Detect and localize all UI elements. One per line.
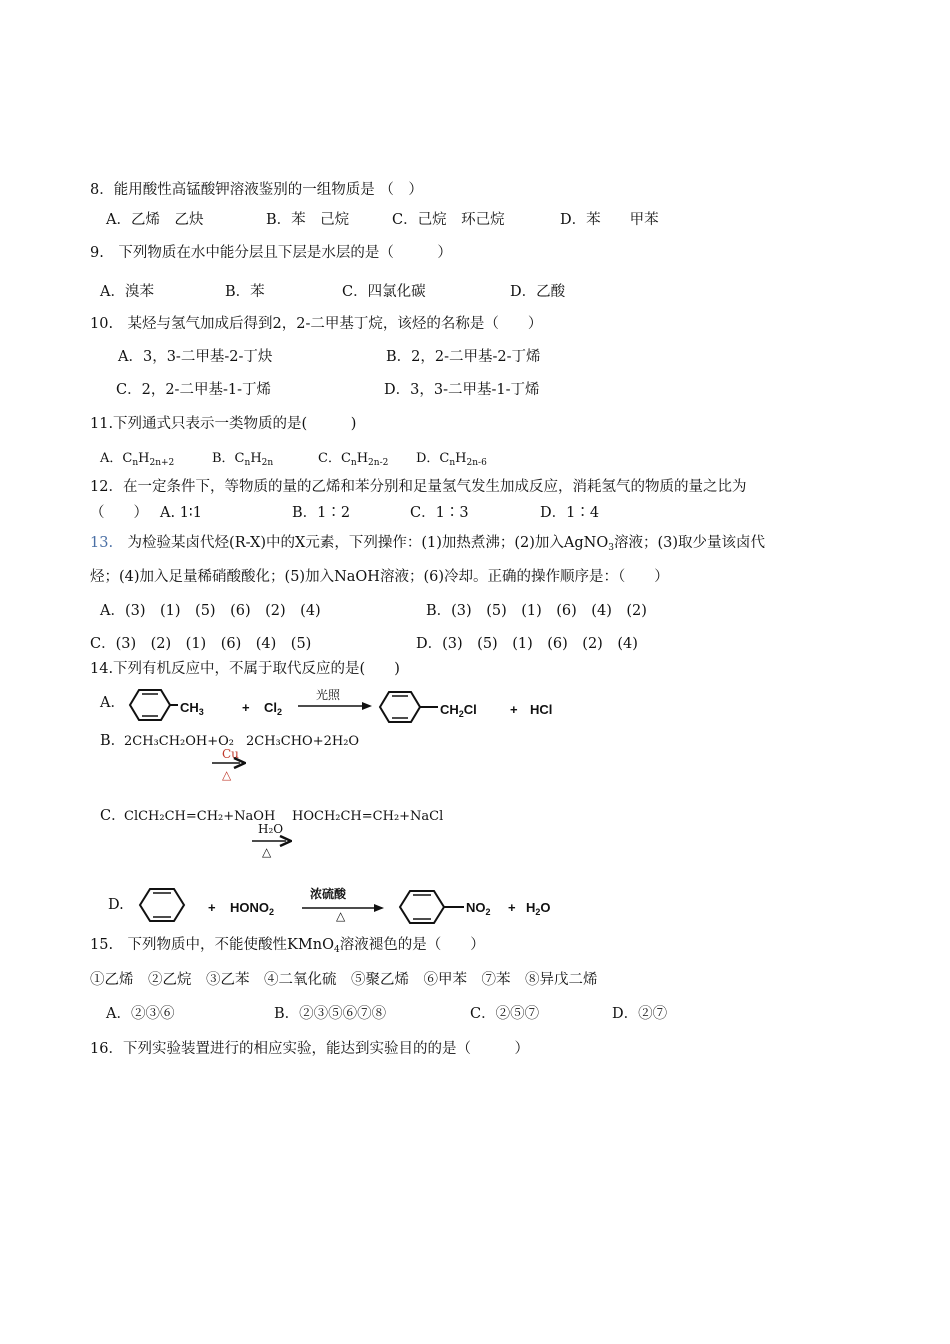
q14b-catalyst: Cu [222, 747, 239, 761]
q14a-methyl: $CH_3$ [180, 700, 204, 717]
q14-stem: 14.下列有机反应中，不属于取代反应的是( ) [90, 661, 400, 677]
q14c-heat-icon: △ [262, 845, 272, 859]
reaction-arrow-icon [252, 835, 292, 847]
q9-option-c: C．四氯化碳 [342, 284, 426, 300]
q11-option-d: D．$C_nH_{2n-6}$ [416, 451, 487, 468]
q14b-products: 2CH₃CHO+2H₂O [246, 734, 360, 749]
q12-option-a: A. 1∶1 [160, 505, 202, 521]
q14d-plus1: + [208, 900, 216, 915]
benzene-ring-icon [134, 884, 190, 926]
q14d-plus2: + [508, 900, 516, 915]
q16-stem: 16．下列实验装置进行的相应实验，能达到实验目的的是（ ） [90, 1041, 529, 1057]
q8-option-a: A．乙烯 乙炔 [106, 212, 204, 228]
q9-option-d: D．乙酸 [510, 284, 566, 300]
benzene-ring-icon [372, 687, 438, 727]
q10-option-d: D．3，3-二甲基-1-丁烯 [384, 382, 540, 398]
q14c-products: HOCH₂CH=CH₂+NaCl [292, 809, 444, 824]
q12-stem: 12．在一定条件下，等物质的量的乙烯和苯分别和足量氢气发生加成反应，消耗氢气的物质的量之比为 [90, 479, 747, 495]
q15-stem: 15. 下列物质中，不能使酸性KMnO$_4$溶液褪色的是（ ） [90, 937, 485, 955]
q10-option-b: B．2，2-二甲基-2-丁烯 [386, 349, 541, 365]
q8-option-b: B．苯 己烷 [266, 212, 350, 228]
q13-option-a: A．(3) (1) (5) (6) (2) (4) [100, 603, 321, 619]
q14c-solvent: H₂O [258, 822, 284, 836]
q11-stem: 11.下列通式只表示一类物质的是( ) [90, 416, 357, 432]
q13-stem-line1: 13. 为检验某卤代烃(R-X)中的X元素，下列操作：(1)加热煮沸；(2)加入AgNO$_3$溶液；(3)取少量该卤代 [90, 535, 766, 553]
q14c-label: C． [100, 808, 126, 824]
q14d-catalyst: 浓硫酸 [310, 887, 347, 901]
q14d-heat-icon: △ [336, 909, 346, 923]
q15-option-a: A．②③⑥ [106, 1006, 175, 1022]
benzene-ring-icon [122, 685, 178, 725]
q9-stem: 9. 下列物质在水中能分层且下层是水层的是（ ） [90, 245, 452, 261]
q15-option-b: B．②③⑤⑥⑦⑧ [274, 1006, 387, 1022]
q13-option-d: D．(3) (5) (1) (6) (2) (4) [416, 636, 638, 652]
benzene-ring-icon [394, 886, 466, 928]
q10-option-a: A．3，3-二甲基-2-丁炔 [118, 349, 273, 365]
q14a-hcl: HCl [530, 702, 553, 717]
q14a-condition: 光照 [316, 688, 341, 702]
q15-items: ①乙烯 ②乙烷 ③乙苯 ④二氧化硫 ⑤聚乙烯 ⑥甲苯 ⑦苯 ⑧异戊二烯 [90, 972, 598, 988]
q15-option-c: C．②⑤⑦ [470, 1006, 540, 1022]
q14a-plus2: + [510, 702, 518, 717]
q8-option-d: D．苯 甲苯 [560, 212, 659, 228]
q9-option-a: A．溴苯 [100, 284, 154, 300]
q12-option-c: C．1∶3 [410, 505, 469, 521]
q14d-nitro-group: $NO_2$ [466, 900, 491, 917]
q13-number: 13. [90, 535, 114, 551]
q14d-nitric-acid: $HONO_2$ [230, 900, 275, 917]
q10-option-c: C．2，2-二甲基-1-丁烯 [116, 382, 271, 398]
q8-stem: 8．能用酸性高锰酸钾溶液鉴别的一组物质是 （ ） [90, 182, 423, 198]
q14d-label: D. [108, 897, 124, 913]
q13-option-c: C．(3) (2) (1) (6) (4) (5) [90, 636, 312, 652]
q11-option-a: A．$C_nH_{2n+2}$ [100, 451, 175, 468]
q13-option-b: B．(3) (5) (1) (6) (4) (2) [426, 603, 647, 619]
q14b-heat-icon: △ [222, 768, 232, 782]
q9-option-b: B．苯 [225, 284, 265, 300]
q14b-reactants: 2CH₃CH₂OH+O₂ [124, 734, 235, 749]
q12-paren: （ ） [90, 505, 148, 521]
q11-option-c: C．$C_nH_{2n-2}$ [318, 451, 389, 468]
q12-option-b: B．1∶2 [292, 505, 351, 521]
q13-stem-line2: 烃；(4)加入足量稀硝酸酸化；(5)加入NaOH溶液；(6)冷却。正确的操作顺序是：（ ） [90, 569, 669, 585]
q14a-plus1: + [242, 700, 250, 715]
q14a-label: A． [100, 695, 125, 711]
q8-option-c: C．己烷 环己烷 [392, 212, 505, 228]
q14d-water: $H_2O$ [526, 900, 551, 917]
q14b-label: B． [100, 733, 126, 749]
q14c-reactants: ClCH₂CH=CH₂+NaOH [124, 809, 276, 824]
q10-stem: 10. 某烃与氢气加成后得到2，2-二甲基丁烷，该烃的名称是（ ） [90, 316, 543, 332]
q14a-chlorine: $Cl_2$ [264, 700, 283, 717]
q11-option-b: B．$C_nH_{2n}$ [212, 451, 274, 468]
q15-option-d: D．②⑦ [612, 1006, 668, 1022]
q12-option-d: D．1∶4 [540, 505, 600, 521]
reaction-arrow-icon [298, 700, 372, 712]
q14a-benzyl-chloride: $CH_2Cl$ [440, 702, 477, 719]
